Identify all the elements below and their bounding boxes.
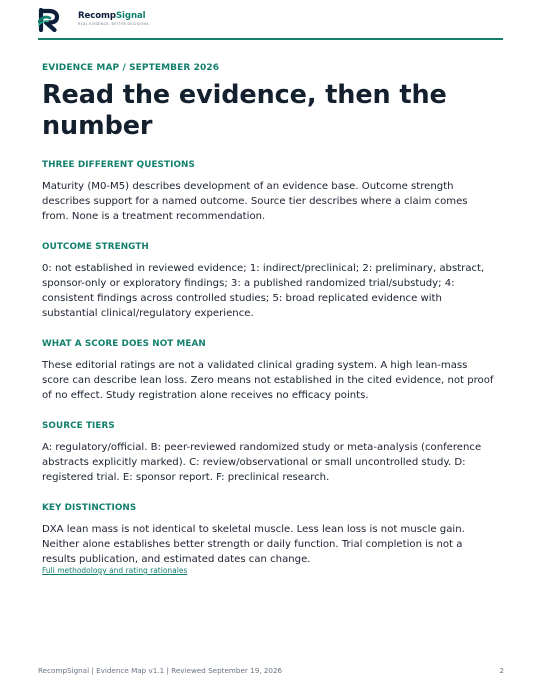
recompsignal-logo-icon	[38, 8, 64, 32]
section-heading: THREE DIFFERENT QUESTIONS	[42, 160, 195, 170]
section-heading: KEY DISTINCTIONS	[42, 503, 137, 513]
brand-name	[78, 11, 150, 21]
section-score-meaning	[42, 338, 501, 403]
section-outcome-strength	[42, 241, 501, 321]
page-number: 2	[499, 666, 504, 675]
section-key-distinctions	[42, 502, 501, 567]
section-heading: SOURCE TIERS	[42, 421, 115, 431]
page-title: Read the evidence, then the number	[42, 80, 447, 141]
section-body: These editorial ratings are not a validated clinical grading system. A high lean-mass score can describe lean loss. Zero means not established in the cited evidence, not proof of no effect. Study registration alone receives no efficacy points.	[42, 360, 494, 401]
section-heading: OUTCOME STRENGTH	[42, 242, 149, 252]
eyebrow: EVIDENCE MAP / SEPTEMBER 2026	[42, 63, 220, 73]
section-heading: WHAT A SCORE DOES NOT MEAN	[42, 339, 206, 349]
section-source-tiers	[42, 420, 501, 485]
section-three-questions	[42, 159, 501, 224]
section-body: DXA lean mass is not identical to skeletal muscle. Less lean loss is not muscle gain. Neither alone establishes better strength or daily function. Trial completion is not a results publication, and estimated dates can change.	[42, 524, 465, 565]
page-header	[38, 8, 503, 40]
page-content	[42, 62, 501, 576]
brand	[78, 11, 150, 26]
section-body: 0: not established in reviewed evidence; 1: indirect/preclinical; 2: preliminary, abstract, sponsor-only or exploratory findings; 3: a published randomized trial/substudy; 4: consistent findings across controlled studies; 5: broad replicated evidence with substantial clinical/regulatory experience.	[42, 263, 485, 319]
section-body: Maturity (M0-M5) describes development of an evidence base. Outcome strength describes support for a named outcome. Source tier describes where a claim comes from. None is a treatment recommendation.	[42, 181, 468, 222]
methodology-link[interactable]: Full methodology and rating rationales	[42, 566, 188, 575]
section-body: A: regulatory/official. B: peer-reviewed randomized study or meta-analysis (conference abstracts explicitly marked). C: review/observational or small uncontrolled study. D: registered trial. E: sponsor report. F: preclinical research.	[42, 442, 482, 483]
brand-name-primary: Recomp	[78, 11, 116, 21]
page-footer	[38, 666, 504, 676]
brand-tagline: REAL EVIDENCE. BETTER DECISIONS.	[78, 22, 151, 26]
brand-name-accent: Signal	[115, 11, 146, 21]
footer-text: RecompSignal | Evidence Map v1.1 | Reviewed September 19, 2026	[38, 666, 283, 675]
